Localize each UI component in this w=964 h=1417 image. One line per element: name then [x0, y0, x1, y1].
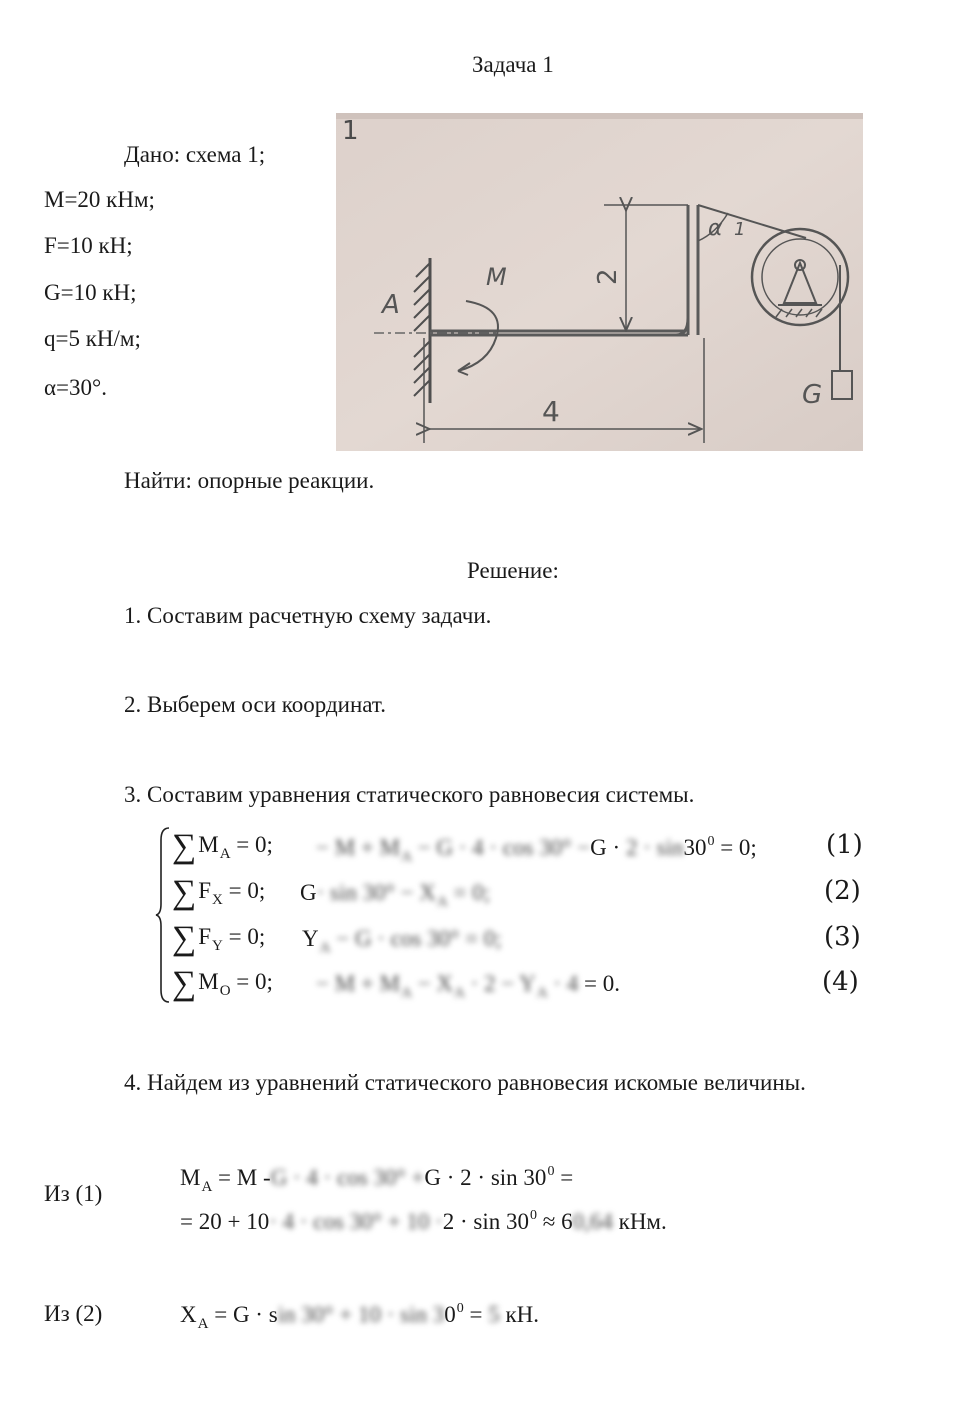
dimension-vertical-label: 2 [593, 268, 623, 285]
sum-symbol: ∑ [172, 828, 197, 865]
equation-1-number: (1) [826, 830, 863, 860]
result-2-line: $X_A = G \cdot \sin 30^\circ + 10 \cdot \sin 30^0 = 5$ кН. [180, 1301, 540, 1332]
label-a: A [382, 290, 400, 320]
equation-3-number: (3) [824, 922, 861, 952]
step-1: 1. Составим расчетную схему задачи. [124, 603, 492, 628]
equation-4: $\sum M_O = 0$; [172, 965, 273, 1002]
solution-title: Решение: [467, 558, 559, 583]
equation-3: $\sum F_Y = 0$; [172, 920, 266, 957]
sum-symbol: ∑ [172, 920, 197, 957]
equation-2-body: $G\cdot \sin 30^\circ - X_A = 0$; [300, 880, 491, 910]
find-text: Найти: опорные реакции. [124, 468, 375, 493]
result-1-label: Из (1) [44, 1181, 103, 1206]
label-g: G [802, 380, 823, 410]
step-3: 3. Составим уравнения статического равновесия системы. [124, 782, 695, 807]
given-item-q: q=5 кН/м; [44, 326, 141, 351]
scheme-number-label: 1 [342, 116, 359, 146]
result-2-label: Из (2) [44, 1301, 103, 1326]
given-header: Дано: схема 1; [124, 142, 266, 167]
system-brace [155, 826, 173, 1004]
task-title: Задача 1 [472, 52, 554, 77]
step-4: 4. Найдем из уравнений статического равновесия искомые величины. [124, 1070, 806, 1095]
given-item-g: G=10 кН; [44, 280, 137, 305]
sum-symbol: ∑ [172, 874, 197, 911]
scheme-figure [336, 113, 863, 451]
equation-4-body: − $M + M_A - X_A \cdot 2 - Y_A \cdot 4 = 0$. [316, 971, 621, 1001]
sum-symbol: ∑ [172, 965, 197, 1002]
equation-1-body: − $M + M_A - G \cdot 4 \cdot \cos 30^\circ -G \cdot 2 \cdot \sin 30^0 = 0$; [316, 834, 757, 865]
result-1-line-2: = $20 + 10\cdot 4 \cdot \cos 30^\circ + 10 \cdot 2 \cdot \sin 30^0 \approx 60,64$ кНм. [180, 1208, 667, 1234]
given-item-alpha: α=30°. [44, 375, 107, 400]
equation-3-body: $Y_A - G \cdot \cos 30^\circ = 0$; [302, 926, 502, 956]
equation-4-number: (4) [822, 967, 859, 997]
equation-1: $\sum M_A = 0$; [172, 828, 273, 865]
equation-2-number: (2) [824, 876, 861, 906]
dimension-horizontal-label: 4 [542, 395, 560, 428]
given-item-m: M=20 кНм; [44, 187, 155, 212]
equation-2: $\sum F_X = 0$; [172, 874, 266, 911]
label-alpha: α [708, 216, 723, 241]
label-m: M [486, 263, 507, 291]
given-item-f: F=10 кН; [44, 233, 133, 258]
result-1-line-1: $M_A = M$ $-G \cdot 4 \cdot \cos 30^\circ +G \cdot 2 \cdot \sin 30^0$ = [180, 1164, 574, 1195]
step-2: 2. Выберем оси координат. [124, 692, 386, 717]
label-1: 1 [734, 219, 746, 240]
